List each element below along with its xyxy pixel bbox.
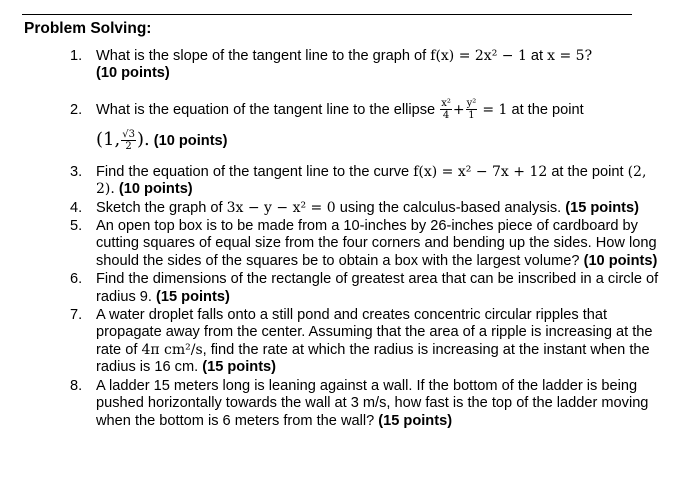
fraction-denominator: 2: [125, 141, 132, 153]
problem-5: [0, 218, 700, 270]
problem-8: [0, 378, 700, 430]
problem-text: using the calculus-based analysis.: [335, 199, 566, 216]
points-label: (15 points): [565, 199, 640, 216]
points-label: (10 points): [153, 132, 228, 149]
section-title: Problem Solving:: [24, 20, 152, 37]
problem-number: 7.: [70, 307, 83, 324]
problem-text: Find the dimensions of the rectangle of greatest area that can be inscribed in a circle of radius 9.: [96, 271, 659, 305]
fraction-numerator: y²: [466, 98, 477, 110]
fraction-numerator: x²: [441, 98, 451, 110]
problem-4: [0, 200, 700, 217]
problem-number: 6.: [70, 271, 83, 288]
problem-number: 5.: [70, 218, 83, 235]
problem-list: [0, 48, 700, 430]
fraction-numerator: √3: [122, 129, 135, 141]
equals-one: = 1: [482, 101, 508, 118]
problem-2: [0, 95, 700, 156]
problem-number: 1.: [70, 48, 83, 64]
fraction-denominator: 1: [468, 110, 475, 122]
problem-text: What is the equation of the tangent line to the ellipse: [96, 101, 440, 118]
points-label: (15 points): [156, 288, 230, 305]
math-function: f(x) = x² − 7x + 12: [413, 163, 548, 180]
plus-sign: +: [452, 101, 465, 118]
point-close: ).: [136, 128, 150, 150]
math-rate: 4π cm²/s: [141, 341, 203, 358]
problem-text: A ladder 15 meters long is leaning against a wall. If the bottom of the ladder is being pushed horizontally towards the wall at 3 m/s, how fast is the top of the ladder moving when the bottom is 6 meters from the wall?: [96, 377, 649, 429]
problem-text: , find the rate at which the radius is increasing at the instant when the radius is 16 cm.: [96, 341, 650, 376]
problem-1: [0, 48, 700, 83]
problem-7: [0, 307, 700, 377]
problem-text: An open top box is to be made from a 10-inches by 26-inches piece of cardboard by cutting squares of equal size from the four corners and bending up the sides. How long should the sides of the squares be to obtain a box with the largest volume?: [96, 218, 657, 269]
problem-number: 2.: [70, 101, 83, 118]
problem-text: A water droplet falls onto a still pond and creates concentric circular ripples that propagate away from the center. Assuming that the area of a ripple is increasing at the rate of: [96, 307, 653, 358]
problem-text: Sketch the graph of: [96, 199, 227, 216]
math-point: x = 5?: [547, 48, 593, 64]
fraction-denominator: 4: [442, 110, 450, 122]
problem-number: 3.: [70, 163, 83, 180]
points-label: (10 points): [96, 65, 170, 82]
points-label: (15 points): [378, 412, 453, 429]
fraction-sqrt3-over-2: [121, 129, 136, 152]
problem-text: at the point: [507, 101, 584, 118]
problem-6: [0, 271, 700, 306]
point-open: (1,: [96, 128, 121, 150]
points-label: (15 points): [202, 359, 277, 376]
top-divider: [22, 14, 632, 15]
problem-text: at: [526, 48, 548, 64]
fraction-x-squared-over-4: [440, 98, 452, 121]
problem-text: at the point: [547, 163, 628, 180]
points-label: (10 points): [583, 252, 658, 269]
problem-3: [0, 164, 700, 199]
math-function: f(x) = 2x² − 1: [430, 48, 527, 64]
fraction-y-squared-over-1: [466, 98, 478, 121]
problem-number: 4.: [70, 199, 83, 216]
problem-number: 8.: [70, 377, 83, 394]
problem-text: Find the equation of the tangent line to the curve: [96, 163, 414, 180]
math-equation: 3x − y − x² = 0: [226, 199, 336, 216]
problem-text: What is the slope of the tangent line to the graph of: [96, 48, 431, 64]
points-label: (10 points): [118, 181, 193, 198]
math-point: (2, 2).: [96, 163, 647, 198]
